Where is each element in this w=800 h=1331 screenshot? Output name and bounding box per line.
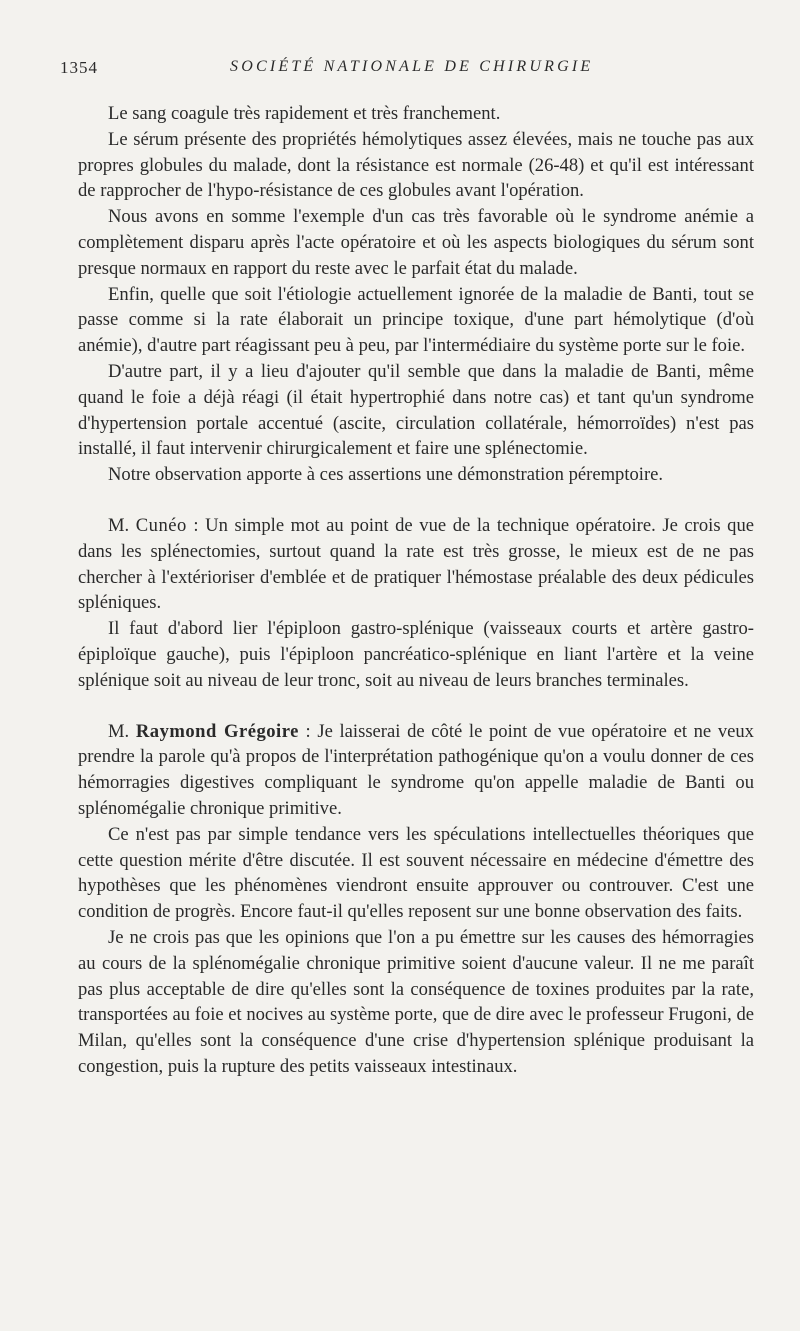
running-title: SOCIÉTÉ NATIONALE DE CHIRURGIE bbox=[230, 58, 594, 75]
speaker-prefix: M. bbox=[108, 720, 130, 742]
speaker-prefix: M. bbox=[108, 514, 130, 536]
paragraph: D'autre part, il y a lieu d'ajouter qu'il semble que dans la maladie de Banti, même quand le foie a déjà réagi (il était hypertrophié dans notre cas) et tant qu'un syndrome d'hypertension portale accentué (ascite, circulation collatérale, hémorroïdes) n'est pas installé, il faut intervenir chirurgicalement et faire une splénectomie. bbox=[78, 360, 754, 460]
paragraph: Il faut d'abord lier l'épiploon gastro-splénique (vaisseaux courts et artère gastro-épiploïque gauche), puis l'épiploon pancréatico-splénique en liant l'artère et la veine splénique soit au niveau de leur tronc, soit au niveau de leurs branches terminales. bbox=[78, 618, 754, 691]
page-number: 1354 bbox=[60, 58, 98, 77]
paragraph: Notre observation apporte à ces assertions une démonstration péremptoire. bbox=[108, 464, 664, 486]
paragraph: Ce n'est pas par simple tendance vers les spéculations intellectuelles théoriques que cette question mérite d'être discutée. Il est souvent nécessaire en médecine d'émettre des hypothèses que les phénomènes viendront ensuite approuver ou controuver. C'est une condition de progrès. Encore faut-il qu'elles reposent sur une bonne observation des faits. bbox=[78, 823, 754, 923]
cuneo-intro-text: : Un simple mot au point de vue de la technique opératoire. Je crois que dans les splénectomies, surtout quand la rate est très grosse, le mieux est de ne pas chercher à l'extérioriser d'emblée et de pratiquer l'hémostase préalable des deux pédicules spléniques. bbox=[78, 514, 754, 614]
cuneo-intervention bbox=[78, 513, 754, 616]
gregoire-intro-text: : Je laisserai de côté le point de vue opératoire et ne veux prendre la parole qu'à propos de l'interprétation pathogénique qu'on a voulu donner de ces hémorragies digestives compliquant le syndrome qu'on appelle maladie de Banti ou splénomégalie chronique primitive. bbox=[78, 720, 754, 819]
paragraph: Nous avons en somme l'exemple d'un cas très favorable où le syndrome anémie a complètement disparu après l'acte opératoire et où les aspects biologiques du sérum sont presque normaux en rapport du reste avec le parfait état du malade. bbox=[78, 206, 754, 279]
gregoire-intervention bbox=[78, 719, 754, 822]
paragraph: Le sérum présente des propriétés hémolytiques assez élevées, mais ne touche pas aux propres globules du malade, dont la résistance est normale (26-48) et qu'il est intéressant de rapprocher de l'hypo-résistance de ces globules avant l'opération. bbox=[78, 128, 754, 202]
page-header bbox=[60, 58, 760, 80]
speaker-name-gregoire: Raymond Grégoire bbox=[135, 720, 299, 742]
paragraph: Enfin, quelle que soit l'étiologie actuellement ignorée de la maladie de Banti, tout se passe comme si la rate élaborait un principe toxique, d'une part hémolytique (d'où anémie), d'autre part réagissant peu à peu, par l'intermédiaire du système porte sur le foie. bbox=[78, 283, 754, 357]
page-body bbox=[78, 101, 754, 1080]
paragraph: Je ne crois pas que les opinions que l'on a pu émettre sur les causes des hémorragies au cours de la splénomégalie chronique primitive soient d'aucune valeur. Il ne me paraît pas plus acceptable de dire qu'elles sont la conséquence de toxines produites par la rate, transportées au foie et nocives au système porte, que de dire avec le professeur Frugoni, de Milan, qu'elles sont la conséquence d'une crise d'hypertension splénique produisant la congestion, puis la rupture des petits vaisseaux intestinaux. bbox=[78, 926, 754, 1077]
paragraph: Le sang coagule très rapidement et très franchement. bbox=[108, 103, 501, 124]
speaker-name-cuneo: Cunéo bbox=[135, 514, 187, 536]
